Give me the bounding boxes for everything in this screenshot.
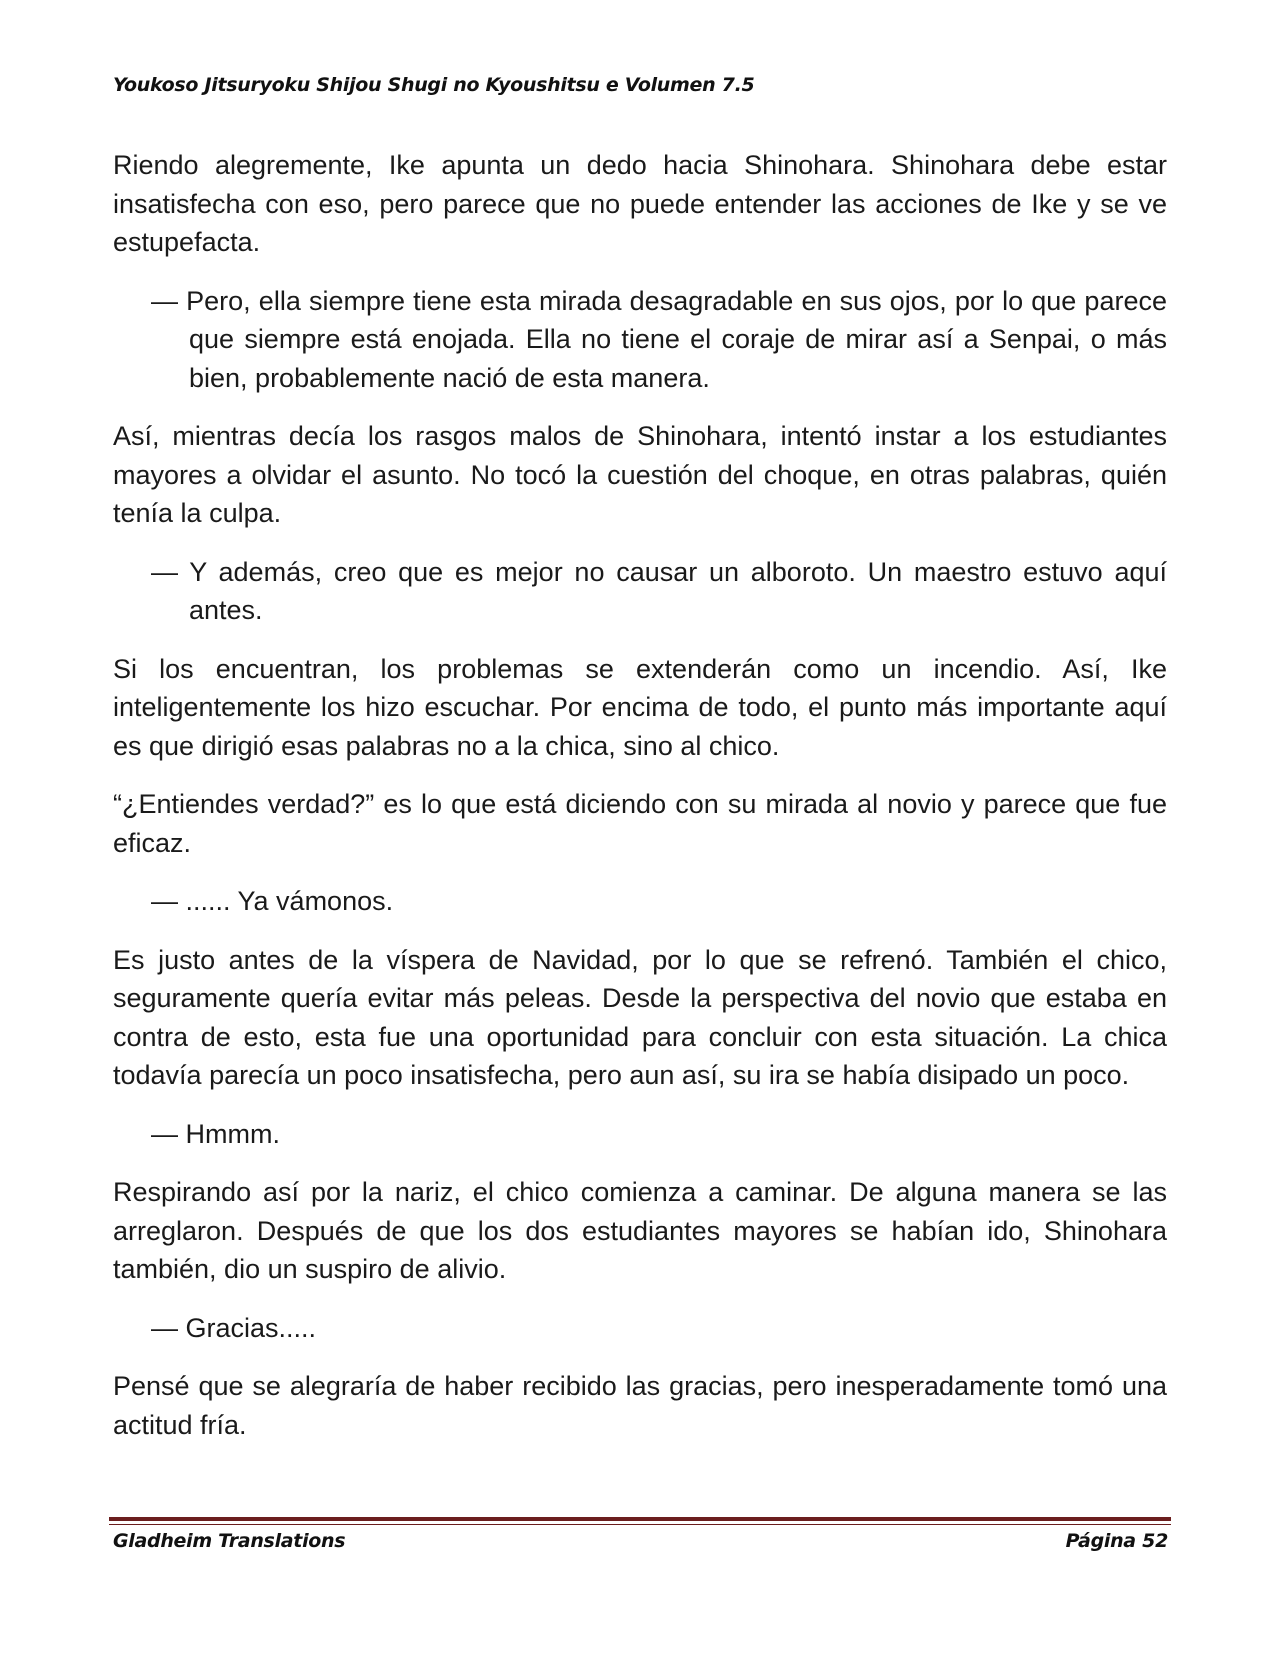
paragraph: Si los encuentran, los problemas se extenderán como un incendio. Así, Ike inteligentemente los hizo escuchar. Por encima de todo, el punto más importante aquí es que dirigió esas palabras no a la chica, sino al chico. [113,653,1167,761]
dialogue-line: — Y además, creo que es mejor no causar un alboroto. Un maestro estuvo aquí antes. [151,556,1167,625]
dialogue-line: — Hmmm. [151,1118,280,1149]
footer-divider-thin [109,1524,1171,1525]
paragraph: Riendo alegremente, Ike apunta un dedo hacia Shinohara. Shinohara debe estar insatisfecha con eso, pero parece que no puede entender las acciones de Ike y se ve estupefacta. [113,150,1167,257]
body-text [113,146,1167,1464]
dialogue-line: — Gracias..... [151,1312,317,1343]
paragraph: Pensé que se alegraría de haber recibido las gracias, pero inesperadamente tomó una actitud fría. [113,1371,1167,1440]
page-number: Página 52 [1065,1530,1168,1552]
paragraph: Así, mientras decía los rasgos malos de Shinohara, intentó instar a los estudiantes mayores a olvidar el asunto. No tocó la cuestión del choque, en otras palabras, quién tenía la culpa. [113,421,1167,528]
dialogue-line: — Pero, ella siempre tiene esta mirada desagradable en sus ojos, por lo que parece que siempre está enojada. Ella no tiene el coraje de mirar así a Senpai, o más bien, probablemente nació de esta manera. [151,285,1167,393]
dialogue-line: — ...... Ya vámonos. [151,886,394,916]
running-header: Youkoso Jitsuryoku Shijou Shugi no Kyoushitsu e Volumen 7.5 [113,74,755,96]
paragraph: Respirando así por la nariz, el chico comienza a caminar. De alguna manera se las arreglaron. Después de que los dos estudiantes mayores se habían ido, Shinohara también, dio un suspiro de alivio. [113,1177,1167,1284]
paragraph: “¿Entiendes verdad?” es lo que está diciendo con su mirada al novio y parece que fue eficaz. [113,789,1167,858]
footer-divider [109,1517,1171,1521]
paragraph: Es justo antes de la víspera de Navidad, por lo que se refrenó. También el chico, seguramente quería evitar más peleas. Desde la perspectiva del novio que estaba en contra de esto, esta fue una oportunidad para concluir con esta situación. La chica todavía parecía un poco insatisfecha, pero aun así, su ira se había disipado un poco. [113,944,1167,1090]
footer-credit: Gladheim Translations [113,1530,346,1552]
